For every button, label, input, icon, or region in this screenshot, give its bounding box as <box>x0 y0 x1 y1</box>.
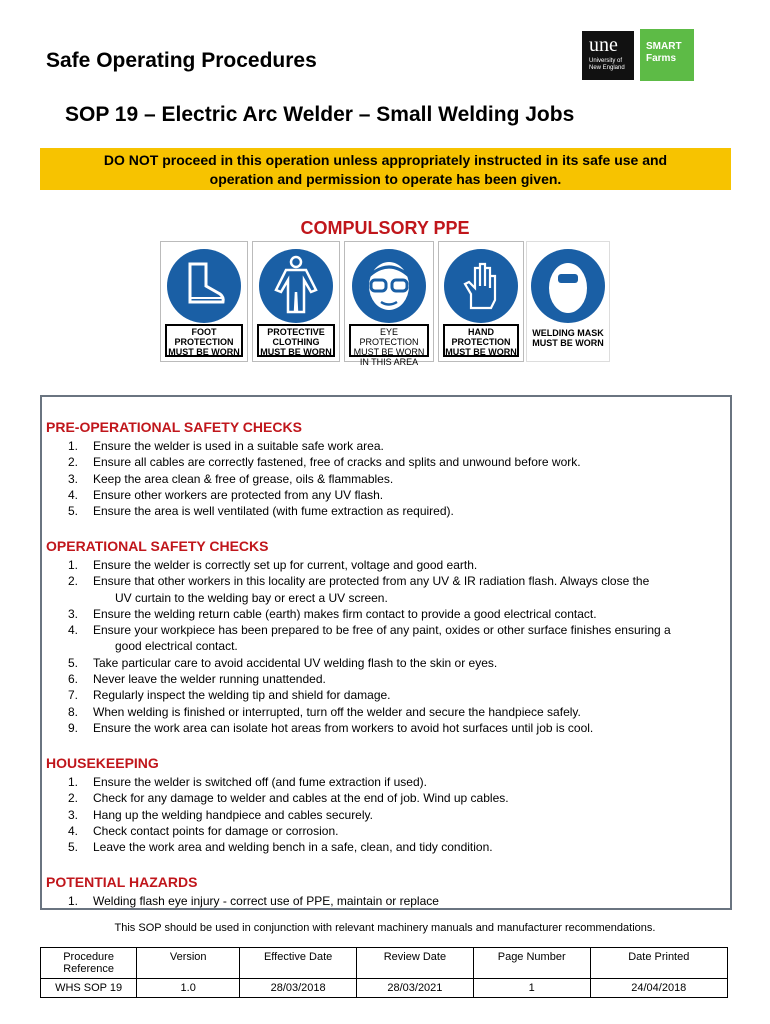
list-item: 4. Ensure your workpiece has been prepared to be free of any paint, oxides or other surface finishes ensuring a good electrical contact. <box>68 623 671 654</box>
table-cell: 28/03/2018 <box>240 979 357 998</box>
table-cell: 24/04/2018 <box>590 979 727 998</box>
sign-label-foot: FOOT PROTECTION MUST BE WORN <box>165 324 243 357</box>
list-hazards <box>46 893 726 909</box>
list-item: 2. Ensure that other workers in this locality are protected from any UV & IR radiation flash. Always close the UV curtain to the welding bay or erect a UV screen. <box>68 574 650 605</box>
ppe-sign-clothing <box>252 241 340 362</box>
list-item: 3. Hang up the welding handpiece and cables securely. <box>68 807 373 822</box>
ppe-sign-mask <box>526 241 610 362</box>
table-row <box>41 948 728 979</box>
smart-farms-logo <box>640 29 694 81</box>
section-title-operational: OPERATIONAL SAFETY CHECKS <box>46 538 269 554</box>
table-header: Version <box>137 948 240 979</box>
welding-mask-icon <box>530 248 606 324</box>
sign-label-hand: HAND PROTECTION MUST BE WORN <box>443 324 519 357</box>
sign-label-mask: WELDING MASK MUST BE WORN <box>532 328 604 348</box>
warning-bold: DO NOT <box>103 152 159 168</box>
table-header: Date Printed <box>590 948 727 979</box>
table-header: Review Date <box>357 948 474 979</box>
list-item: 9. Ensure the work area can isolate hot areas from workers to avoid hot surfaces until job is cool. <box>68 720 594 735</box>
coverall-icon <box>258 248 334 324</box>
list-item: 8. When welding is finished or interrupted, turn off the welder and secure the handpiece safely. <box>68 704 581 719</box>
list-operational <box>46 557 726 736</box>
list-item: 2. Ensure all cables are correctly fastened, free of cracks and splits and unwound before work. <box>68 455 581 470</box>
list-item: 3. Keep the area clean & free of grease, oils & flammables. <box>68 471 394 486</box>
une-logo-wordmark: une <box>589 34 618 56</box>
list-item: 5. Take particular care to avoid accidental UV welding flash to the skin or eyes. <box>68 655 498 670</box>
table-cell: WHS SOP 19 <box>41 979 137 998</box>
sign-label-eye: EYE PROTECTION MUST BE WORN IN THIS AREA <box>349 324 429 357</box>
ppe-sign-hand <box>438 241 524 362</box>
glove-icon <box>443 248 519 324</box>
table-cell: 1 <box>473 979 590 998</box>
section-title-hazards: POTENTIAL HAZARDS <box>46 874 198 890</box>
list-item: 6. Never leave the welder running unattended. <box>68 672 326 687</box>
sop-title: SOP 19 – Electric Arc Welder – Small Welding Jobs <box>65 103 575 126</box>
section-title-housekeeping: HOUSEKEEPING <box>46 755 159 771</box>
list-item: 4. Check contact points for damage or corrosion. <box>68 823 339 838</box>
list-item: 1. Welding flash eye injury - correct use of PPE, maintain or replace <box>68 894 439 908</box>
page-title: Safe Operating Procedures <box>46 49 317 72</box>
footer-note: This SOP should be used in conjunction with relevant machinery manuals and manufacturer recommendations. <box>114 922 656 934</box>
section-title-pre-operational: PRE-OPERATIONAL SAFETY CHECKS <box>46 419 302 435</box>
ppe-title: COMPULSORY PPE <box>300 218 470 238</box>
smart-farms-line2: Farms <box>646 53 677 64</box>
boot-icon <box>166 248 242 324</box>
table-header: Effective Date <box>240 948 357 979</box>
smart-farms-line1: SMART <box>646 41 682 52</box>
list-item: 1. Ensure the welder is used in a suitable safe work area. <box>68 439 384 453</box>
table-cell: 28/03/2021 <box>357 979 474 998</box>
ppe-sign-foot <box>160 241 248 362</box>
list-item: 1. Ensure the welder is switched off (and fume extraction if used). <box>68 775 427 789</box>
list-item: 7. Regularly inspect the welding tip and shield for damage. <box>68 688 391 703</box>
meta-table <box>40 947 728 998</box>
table-cell: 1.0 <box>137 979 240 998</box>
table-header: Page Number <box>473 948 590 979</box>
list-pre-operational <box>46 438 726 519</box>
goggles-icon <box>351 248 427 324</box>
list-housekeeping <box>46 774 726 855</box>
table-row <box>41 979 728 998</box>
list-item: 4. Ensure other workers are protected from any UV flash. <box>68 487 384 502</box>
warning-line2: operation and permission to operate has been given. <box>209 171 562 187</box>
sign-label-clothing: PROTECTIVE CLOTHING MUST BE WORN <box>257 324 335 357</box>
table-header: Procedure Reference <box>41 948 137 979</box>
warning-line1: proceed in this operation unless appropriately instructed in its safe use and <box>158 152 668 168</box>
warning-banner <box>40 148 731 190</box>
list-item: 5. Ensure the area is well ventilated (with fume extraction as required). <box>68 504 454 519</box>
list-item: 2. Check for any damage to welder and cables at the end of job. Wind up cables. <box>68 791 509 806</box>
une-logo-subtext: University of New England <box>589 58 625 71</box>
list-item: 5. Leave the work area and welding bench in a safe, clean, and tidy condition. <box>68 840 493 855</box>
list-item: 1. Ensure the welder is correctly set up for current, voltage and good earth. <box>68 558 478 572</box>
ppe-sign-eye <box>344 241 434 367</box>
list-item: 3. Ensure the welding return cable (earth) makes firm contact to provide a good electrical contact. <box>68 606 597 621</box>
une-logo <box>582 31 634 80</box>
